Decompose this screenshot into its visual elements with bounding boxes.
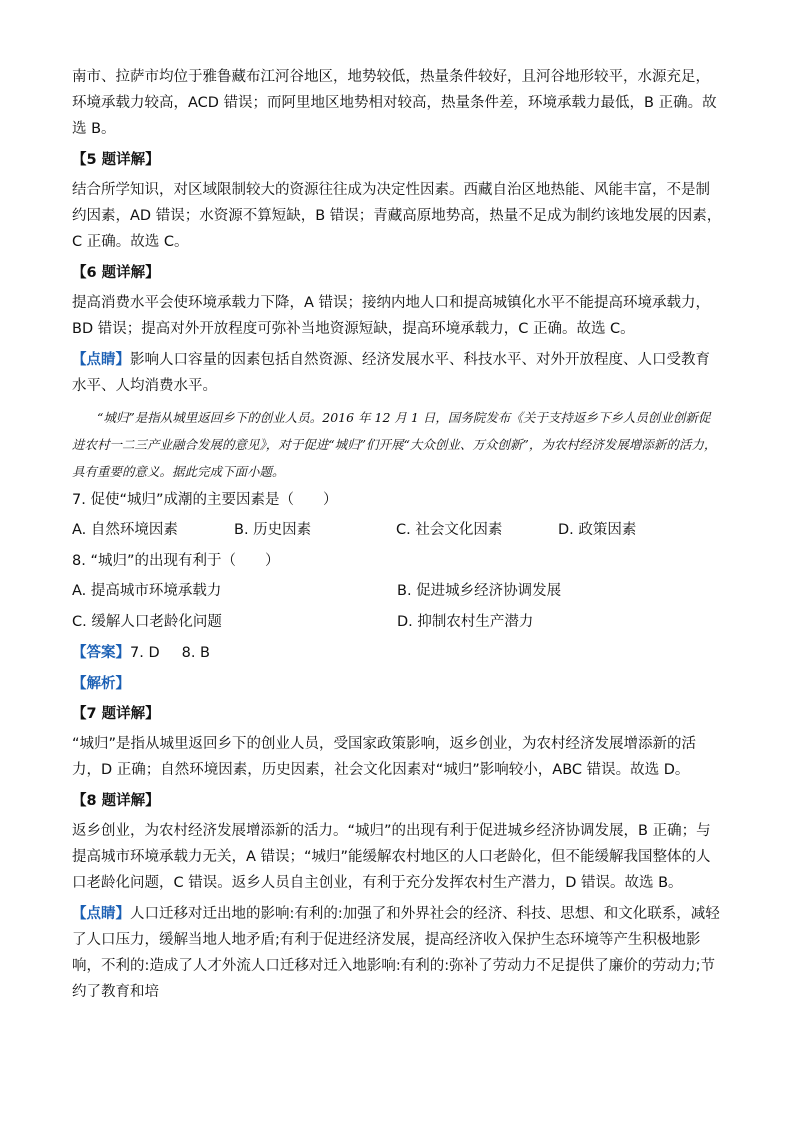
key-point-2-text: 人口迁移对迁出地的影响:有利的:加强了和外界社会的经济、科技、思想、和文化联系，减轻了人口压力，缓解当地人地矛盾;有利于促进经济发展，提高经济收入保护生态环境等产生积极地影响，不利的:造成了人才外流人口迁移对迁入地影响:有利的:弥补了劳动力不足提供了廉价的劳动力;节约了教育和培: [72, 906, 720, 1000]
option-7d: D. 政策因素: [558, 522, 637, 538]
paragraph-q7-detail: “城归”是指从城里返回乡下的创业人员，受国家政策影响，返乡创业，为农村经济发展增添新的活力，D 正确；自然环境因素，历史因素，社会文化因素对“城归”影响较小，ABC 错误。故选 D。: [72, 736, 697, 778]
document-content: [72, 64, 722, 1010]
question-7-options: [72, 517, 722, 543]
key-point-text: 影响人口容量的因素包括自然资源、经济发展水平、科技水平、对外开放程度、人口受教育水平、人均消费水平。: [72, 352, 710, 394]
key-point-tag: 【点睛】: [72, 352, 130, 368]
paragraph-q6-detail: 提高消费水平会使环境承载力下降，A 错误；接纳内地人口和提高城镇化水平不能提高环境承载力，BD 错误；提高对外开放程度可弥补当地资源短缺，提高环境承载力，C 正确。故选 C。: [72, 295, 711, 337]
question-8-options-row2: [72, 609, 722, 635]
heading-q5-detail: 【5 题详解】: [72, 152, 160, 168]
option-8c: C. 缓解人口老龄化问题: [72, 614, 222, 630]
option-8b: B. 促进城乡经济协调发展: [397, 583, 562, 599]
answer-8: 8. B: [181, 645, 211, 661]
answer-tag: 【答案】: [72, 645, 130, 661]
analysis-tag: 【解析】: [72, 676, 130, 692]
paragraph-4-explanation-end: 南市、拉萨市均位于雅鲁藏布江河谷地区，地势较低，热量条件较好，且河谷地形较平，水源充足，环境承载力较高，ACD 错误；而阿里地区地势相对较高，热量条件差，环境承载力最低，B 正确。故选 B。: [72, 69, 717, 137]
heading-q7-detail: 【7 题详解】: [72, 706, 160, 722]
reading-passage: “城归”是指从城里返回乡下的创业人员。2016 年 12 月 1 日，国务院发布《关于支持返乡下乡人员创业创新促进农村一二三产业融合发展的意见》，对于促进“城归”们开展“大众创业、万众创新”，为农村经济发展增添新的活力，具有重要的意义。据此完成下面小题。: [72, 410, 717, 479]
paragraph-q8-detail: 返乡创业，为农村经济发展增添新的活力。“城归”的出现有利于促进城乡经济协调发展，B 正确；与提高城市环境承载力无关，A 错误；“城归”能缓解农村地区的人口老龄化，但不能缓解我国整体的人口老龄化问题，C 错误。返乡人员自主创业，有利于充分发挥农村生产潜力，D 错误。故选 B。: [72, 823, 711, 891]
option-7a: A. 自然环境因素: [72, 522, 178, 538]
paragraph-q5-detail: 结合所学知识，对区域限制较大的资源往往成为决定性因素。西藏自治区地热能、风能丰富，不是制约因素，AD 错误；水资源不算短缺，B 错误；青藏高原地势高，热量不足成为制约该地发展的因素，C 正确。故选 C。: [72, 182, 722, 250]
key-point-1: [72, 347, 722, 399]
option-7b: B. 历史因素: [234, 522, 312, 538]
option-7c: C. 社会文化因素: [396, 522, 503, 538]
heading-q6-detail: 【6 题详解】: [72, 265, 160, 281]
question-8-options-row1: [72, 578, 722, 604]
key-point-2: [72, 901, 722, 1005]
key-point-2-tag: 【点睛】: [72, 906, 130, 922]
heading-q8-detail: 【8 题详解】: [72, 793, 160, 809]
answer-line: [72, 640, 722, 666]
question-8: 8. “城归”的出现有利于（ ）: [72, 553, 280, 569]
answer-7: 7. D: [130, 645, 160, 661]
question-7: 7. 促使“城归”成潮的主要因素是（ ）: [72, 492, 338, 508]
option-8d: D. 抑制农村生产潜力: [397, 614, 534, 630]
option-8a: A. 提高城市环境承载力: [72, 583, 222, 599]
